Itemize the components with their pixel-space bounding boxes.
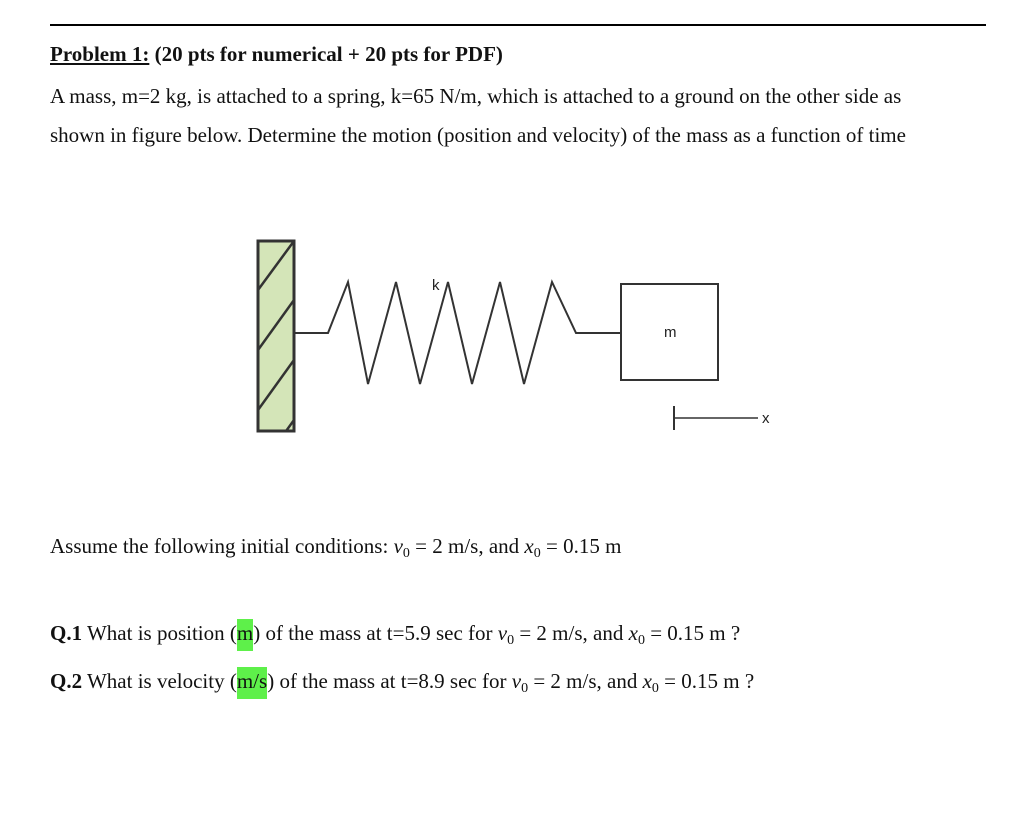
q1-v-value: = 2 m/s, and	[514, 621, 629, 645]
q2-paren-open: (	[229, 669, 237, 693]
q2-text-b: of the mass at t=8.9 sec for	[274, 669, 512, 693]
q2-text-a: What is velocity	[82, 669, 230, 693]
x-symbol: x	[524, 534, 534, 558]
spring-mass-figure	[240, 230, 800, 450]
q1-number: Q.1	[50, 621, 83, 645]
statement-line-1: A mass, m=2 kg, is attached to a spring, k=65 N/m, which is attached to a ground on the other side as	[50, 84, 902, 108]
q2-x-value: = 0.15 m ?	[658, 669, 755, 693]
q2-v-symbol: v	[511, 669, 522, 693]
x-subscript: 0	[533, 546, 541, 561]
initial-conditions	[50, 534, 621, 559]
q2-unit-highlight: m/s	[237, 667, 267, 699]
q1-paren-close: )	[253, 621, 261, 645]
q1-text-a: What is position	[82, 621, 230, 645]
x-axis-label: x	[762, 410, 770, 427]
spring	[294, 282, 621, 384]
q1-unit-highlight: m	[237, 619, 253, 651]
q2-paren-close: )	[267, 669, 275, 693]
v-subscript: 0	[402, 546, 410, 561]
q2-x-subscript: 0	[651, 681, 659, 696]
x-value: = 0.15 m	[540, 534, 622, 558]
q2-number: Q.2	[50, 669, 83, 693]
v-value: = 2 m/s, and	[409, 534, 525, 558]
question-2	[50, 669, 754, 694]
q1-x-symbol: x	[628, 621, 638, 645]
question-1	[50, 621, 740, 646]
mass-label: m	[664, 324, 677, 341]
q2-v-value: = 2 m/s, and	[528, 669, 643, 693]
q1-x-subscript: 0	[637, 633, 645, 648]
v-symbol: v	[393, 534, 403, 558]
q1-x-value: = 0.15 m ?	[644, 621, 741, 645]
statement-line-2: shown in figure below. Determine the motion (position and velocity) of the mass as a function of time	[50, 123, 906, 147]
problem-points: (20 pts for numerical + 20 pts for PDF)	[154, 42, 503, 66]
problem-title	[50, 42, 503, 67]
q1-v-subscript: 0	[507, 633, 515, 648]
conditions-prefix: Assume the following initial conditions:	[50, 534, 389, 558]
spring-label: k	[432, 277, 440, 294]
q2-v-subscript: 0	[521, 681, 529, 696]
q2-x-symbol: x	[642, 669, 652, 693]
q1-v-symbol: v	[497, 621, 508, 645]
top-rule	[50, 24, 986, 26]
q1-paren-open: (	[229, 621, 237, 645]
problem-label: Problem 1:	[50, 42, 150, 66]
q1-text-b: of the mass at t=5.9 sec for	[260, 621, 498, 645]
